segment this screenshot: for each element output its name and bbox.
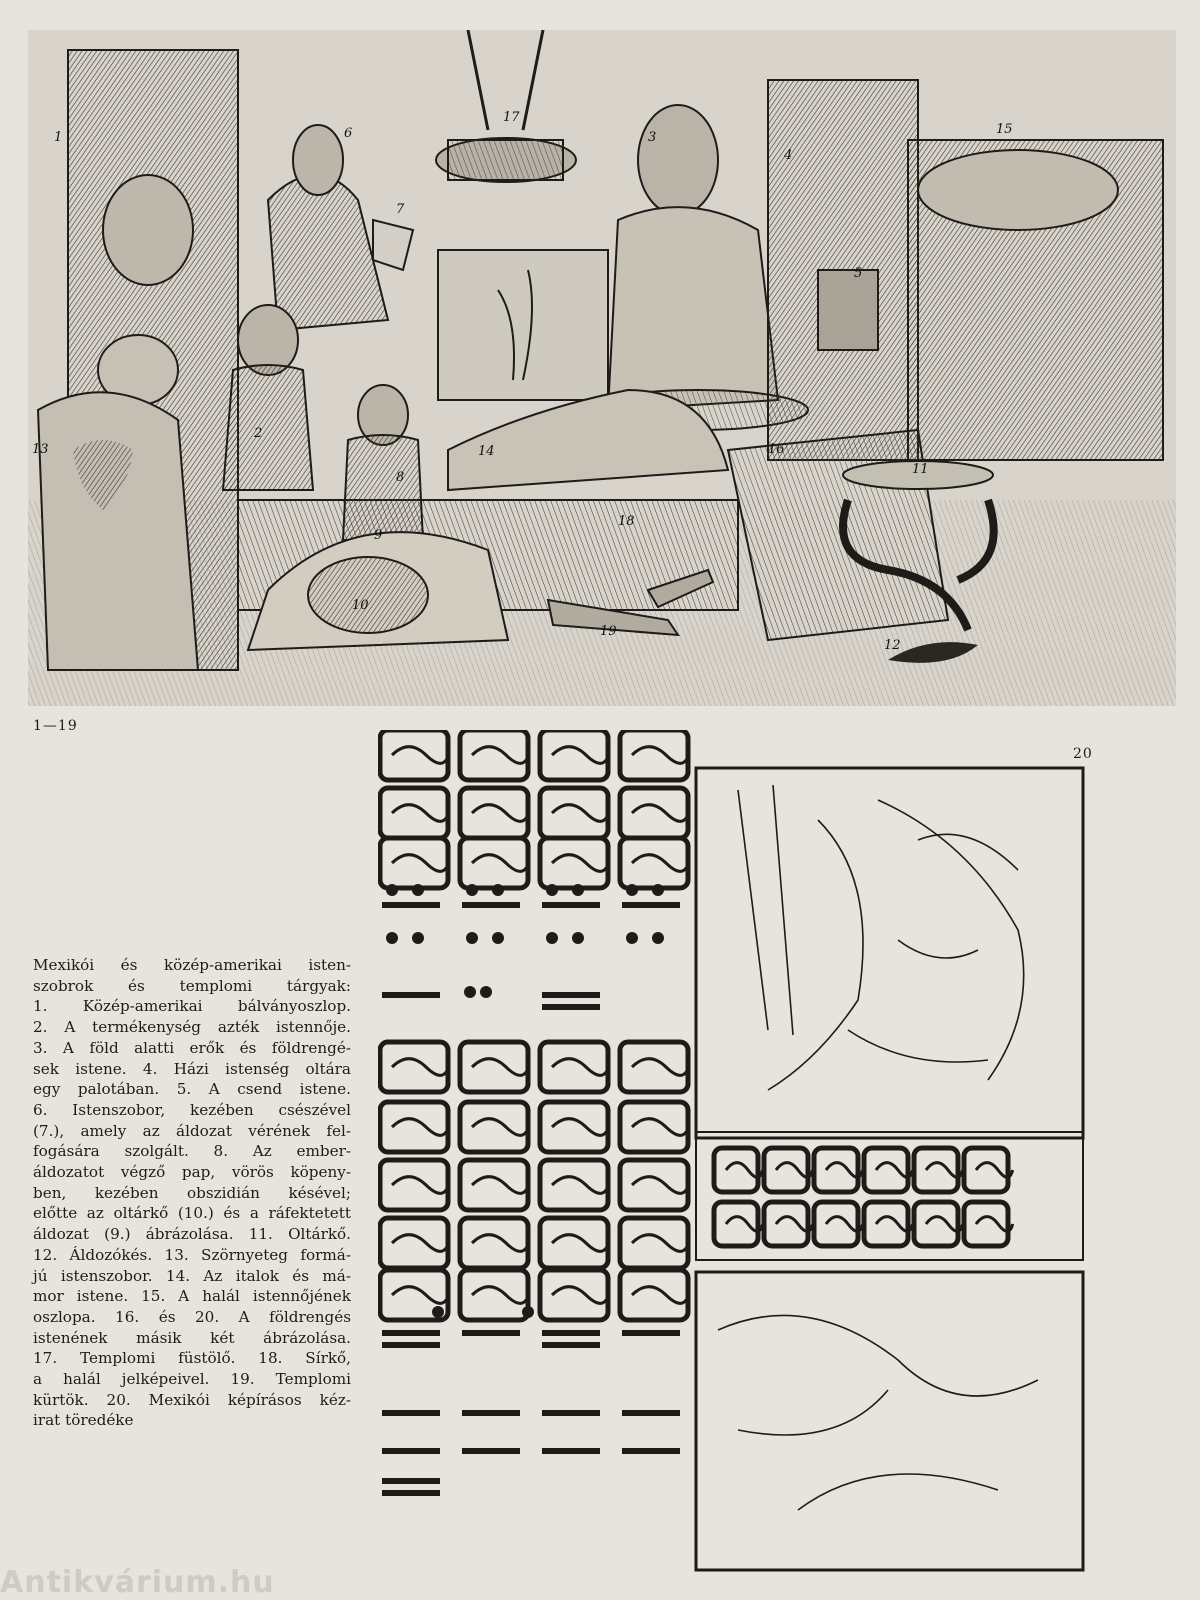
caption-line: áldozatot végző pap, vörös köpeny- <box>33 1163 351 1182</box>
glyph-block <box>914 1202 958 1246</box>
numeral-dot <box>572 932 584 944</box>
glyph-block <box>764 1202 808 1246</box>
glyph-stroke <box>632 1177 689 1194</box>
caption-line: előtte az oltárkő (10.) és a ráfektetett <box>33 1204 351 1223</box>
caption-line: sek istene. 4. Házi istenség oltára <box>33 1059 351 1078</box>
glyph-block <box>460 1160 528 1210</box>
glyph-block <box>764 1148 808 1192</box>
glyph-stroke <box>472 1235 529 1252</box>
caption-line: szobrok és templomi tárgyak: <box>33 976 351 995</box>
glyph-stroke <box>552 1287 609 1304</box>
glyph-stroke <box>632 747 689 764</box>
numeral-dot <box>466 884 478 896</box>
numeral-dot <box>412 884 424 896</box>
caption-line: irat töredéke <box>33 1411 134 1430</box>
glyph-block <box>460 1218 528 1268</box>
glyph-block <box>380 1102 448 1152</box>
caption-line: fogására szolgált. 8. Az ember- <box>33 1142 351 1161</box>
glyph-block <box>620 1160 688 1210</box>
glyph-block <box>540 1160 608 1210</box>
engraving-illustration <box>28 30 1176 706</box>
numeral-bar <box>382 1478 440 1484</box>
figure-number-12: 12 <box>884 638 901 653</box>
numeral-bar <box>542 902 600 908</box>
figure-number-13: 13 <box>32 442 49 457</box>
figure-number-9: 9 <box>374 528 383 543</box>
codex-figure-label: 20 <box>1073 746 1093 762</box>
glyph-block <box>460 838 528 888</box>
glyph-stroke <box>552 747 609 764</box>
glyph-block <box>540 788 608 838</box>
numeral-dot <box>464 986 476 998</box>
numeral-bar <box>542 1004 600 1010</box>
numeral-dot <box>466 932 478 944</box>
numeral-bar <box>382 902 440 908</box>
glyph-stroke <box>392 1235 449 1252</box>
figure-number-2: 2 <box>254 426 263 441</box>
caption-line: 1. Közép-amerikai bálványoszlop. <box>33 997 351 1016</box>
glyph-stroke <box>632 805 689 822</box>
figure-number-8: 8 <box>396 470 405 485</box>
glyph-block <box>540 1042 608 1092</box>
caption-text <box>33 955 351 1431</box>
glyph-stroke <box>552 1177 609 1194</box>
caption-line: 17. Templomi füstölő. 18. Sírkő, <box>33 1349 351 1368</box>
glyph-stroke <box>472 747 529 764</box>
numeral-bar <box>542 1342 600 1348</box>
glyph-stroke <box>552 1059 609 1076</box>
glyph-block <box>964 1202 1008 1246</box>
glyph-block <box>620 838 688 888</box>
numeral-bar <box>382 1410 440 1416</box>
figure-number-19: 19 <box>600 624 617 639</box>
glyph-block <box>380 1218 448 1268</box>
figure-number-18: 18 <box>618 514 635 529</box>
numeral-dot <box>546 932 558 944</box>
codex-artwork <box>378 730 1108 1575</box>
numeral-bar <box>382 1342 440 1348</box>
numeral-dot <box>412 932 424 944</box>
figure-number-11: 11 <box>912 462 929 477</box>
glyph-block <box>460 1042 528 1092</box>
glyph-block <box>620 1042 688 1092</box>
figure-number-10: 10 <box>352 598 369 613</box>
glyph-block <box>620 730 688 780</box>
glyph-block <box>620 1218 688 1268</box>
glyph-block <box>714 1148 758 1192</box>
caption-line: jú istenszobor. 14. Az italok és má- <box>33 1266 351 1285</box>
glyph-stroke <box>632 1119 689 1136</box>
numeral-bar <box>462 1448 520 1454</box>
glyph-block <box>814 1148 858 1192</box>
numeral-dot <box>522 1306 534 1318</box>
glyph-block <box>460 1102 528 1152</box>
glyph-block <box>460 730 528 780</box>
glyph-block <box>864 1202 908 1246</box>
numeral-dot <box>652 884 664 896</box>
glyph-block <box>620 788 688 838</box>
numeral-dot <box>652 932 664 944</box>
caption-line: a halál jelképeivel. 19. Templomi <box>33 1370 351 1389</box>
glyph-block <box>714 1202 758 1246</box>
numeral-bar <box>462 1410 520 1416</box>
glyph-block <box>540 838 608 888</box>
glyph-stroke <box>392 747 449 764</box>
glyph-block <box>540 1270 608 1320</box>
numeral-bar <box>622 1448 680 1454</box>
caption-line: 2. A termékenység azték istennője. <box>33 1018 351 1037</box>
glyph-stroke <box>552 855 609 872</box>
caption-line: egy palotában. 5. A csend istene. <box>33 1080 351 1099</box>
figure-number-6: 6 <box>344 126 353 141</box>
glyph-stroke <box>472 1177 529 1194</box>
numeral-dot <box>492 932 504 944</box>
glyph-block <box>914 1148 958 1192</box>
glyph-block <box>380 788 448 838</box>
glyph-block <box>380 838 448 888</box>
glyph-stroke <box>552 805 609 822</box>
numeral-bar <box>382 992 440 998</box>
numeral-bar <box>382 1448 440 1454</box>
numeral-bar <box>622 902 680 908</box>
glyph-stroke <box>632 1287 689 1304</box>
figure-number-14: 14 <box>478 444 495 459</box>
numeral-dot <box>626 884 638 896</box>
glyph-stroke <box>392 855 449 872</box>
glyph-block <box>460 1270 528 1320</box>
caption-line: kürtök. 20. Mexikói képírásos kéz- <box>33 1390 351 1409</box>
glyph-block <box>380 1042 448 1092</box>
glyph-stroke <box>392 1287 449 1304</box>
numeral-dot <box>386 932 398 944</box>
codex-illustration <box>378 730 1108 1575</box>
glyph-block <box>620 1102 688 1152</box>
glyph-block <box>864 1148 908 1192</box>
numeral-bar <box>542 1448 600 1454</box>
glyph-block <box>964 1148 1008 1192</box>
glyph-stroke <box>632 1059 689 1076</box>
glyph-stroke <box>392 1059 449 1076</box>
caption-line: áldozat (9.) ábrázolása. 11. Oltárkő. <box>33 1225 351 1244</box>
numeral-dot <box>492 884 504 896</box>
caption-line: Mexikói és közép-amerikai isten- <box>33 956 351 974</box>
caption-line: 6. Istenszobor, kezében csészével <box>33 1100 351 1119</box>
caption-line: (7.), amely az áldozat vérének fel- <box>33 1121 351 1140</box>
caption-line: istenének másik két ábrázolása. <box>33 1328 351 1347</box>
caption-line: oszlopa. 16. és 20. A földrengés <box>33 1307 351 1326</box>
glyph-stroke <box>632 855 689 872</box>
figure-number-16: 16 <box>768 442 785 457</box>
numeral-bar <box>462 902 520 908</box>
glyph-block <box>540 1218 608 1268</box>
figure-number-5: 5 <box>854 266 863 281</box>
glyph-stroke <box>552 1119 609 1136</box>
glyph-stroke <box>472 805 529 822</box>
glyph-stroke <box>392 1119 449 1136</box>
glyph-block <box>460 788 528 838</box>
figure-number-15: 15 <box>996 122 1013 137</box>
figure-number-1: 1 <box>54 130 63 145</box>
glyph-block <box>814 1202 858 1246</box>
numeral-bar <box>382 1490 440 1496</box>
glyph-stroke <box>552 1235 609 1252</box>
numeral-bar <box>462 1330 520 1336</box>
numeral-bar <box>542 1410 600 1416</box>
figure-number-17: 17 <box>503 110 520 125</box>
numeral-dot <box>626 932 638 944</box>
codex-panel-top <box>696 768 1083 1138</box>
numeral-dot <box>386 884 398 896</box>
figure-range-label: 1—19 <box>33 718 78 734</box>
glyph-block <box>380 730 448 780</box>
numeral-dot <box>572 884 584 896</box>
glyph-stroke <box>472 1119 529 1136</box>
glyph-stroke <box>472 855 529 872</box>
numeral-bar <box>382 1330 440 1336</box>
glyph-block <box>620 1270 688 1320</box>
glyph-stroke <box>392 1177 449 1194</box>
numeral-dot <box>480 986 492 998</box>
caption-line: 12. Áldozókés. 13. Szörnyeteg formá- <box>33 1245 351 1264</box>
watermark: Antikvárium.hu <box>0 1565 275 1600</box>
numeral-bar <box>542 992 600 998</box>
numeral-bar <box>622 1410 680 1416</box>
glyph-stroke <box>632 1235 689 1252</box>
codex-panel-bottom <box>696 1272 1083 1570</box>
figure-number-3: 3 <box>648 130 657 145</box>
glyph-stroke <box>472 1059 529 1076</box>
numeral-dot <box>432 1306 444 1318</box>
glyph-block <box>540 730 608 780</box>
caption-line: ben, kezében obszidián késével; <box>33 1183 351 1202</box>
glyph-stroke <box>472 1287 529 1304</box>
caption-line: 3. A föld alatti erők és földrengé- <box>33 1038 351 1057</box>
glyph-stroke <box>392 805 449 822</box>
figure-number-7: 7 <box>396 202 405 217</box>
caption-line: mor istene. 15. A halál istennőjének <box>33 1287 351 1306</box>
numeral-dot <box>546 884 558 896</box>
numeral-bar <box>542 1330 600 1336</box>
glyph-block <box>540 1102 608 1152</box>
numeral-bar <box>622 1330 680 1336</box>
glyph-block <box>380 1160 448 1210</box>
figure-number-4: 4 <box>784 148 793 163</box>
